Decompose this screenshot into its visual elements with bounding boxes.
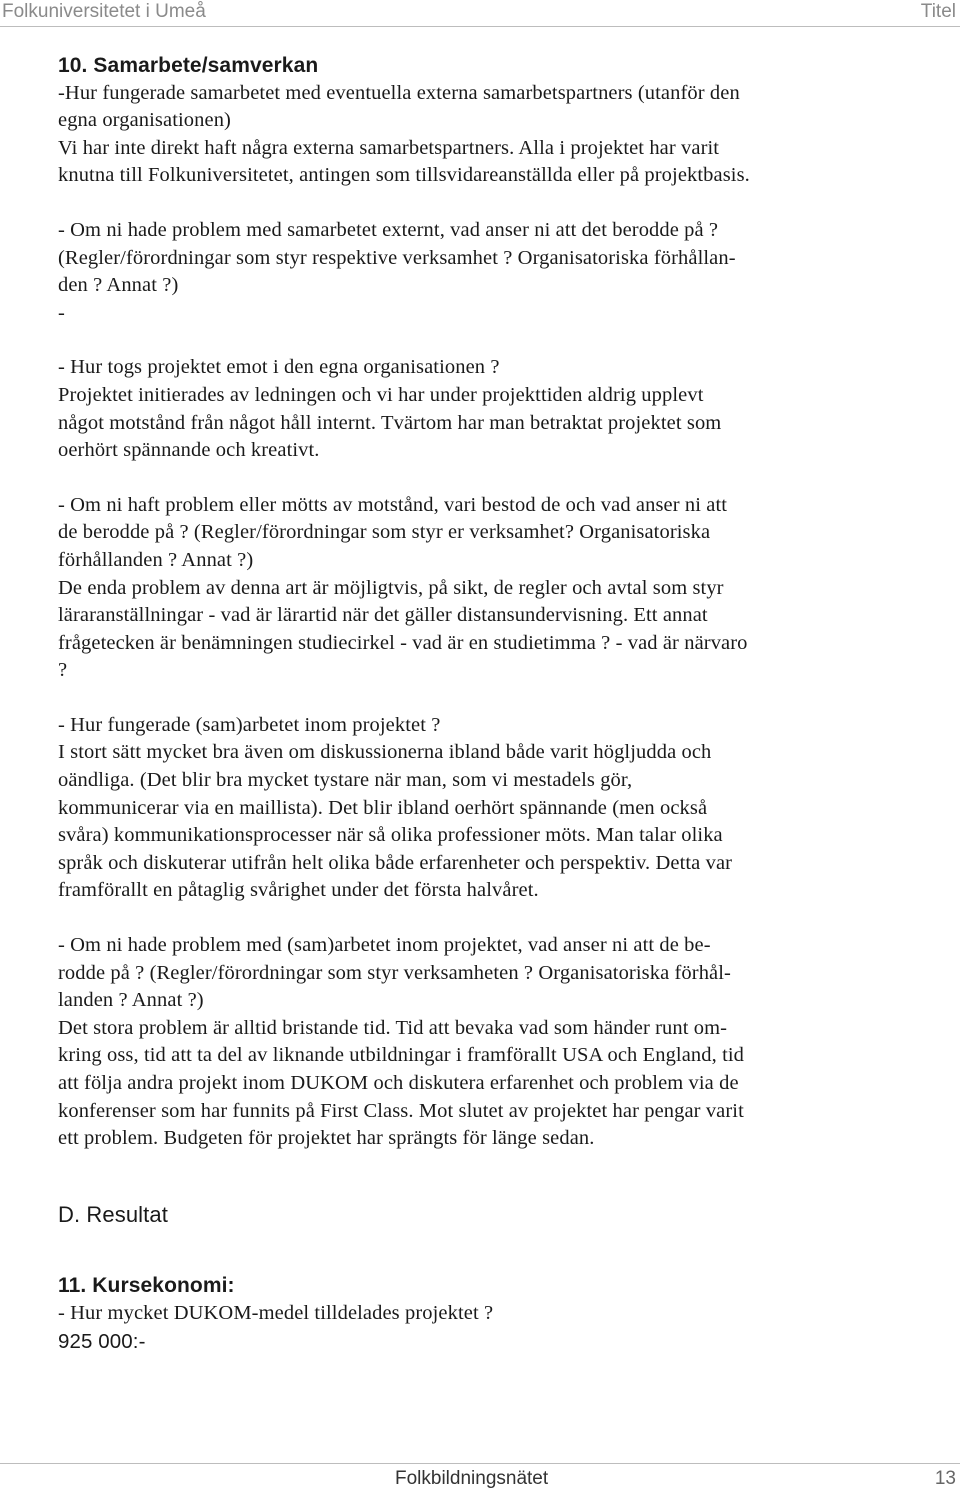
answer-line: Projektet initierades av ledningen och vi har under projekttiden aldrig upplevt: [58, 383, 704, 406]
answer-line: Vi har inte direkt haft några externa samarbetspartners. Alla i projektet har varit: [58, 136, 720, 159]
document-body: [58, 52, 908, 1355]
answer-line: språk och diskuterar utifrån helt olika både erfarenheter och perspektiv. Detta var: [58, 851, 733, 874]
page-footer: [0, 1463, 960, 1494]
question-line: - Hur togs projektet emot i den egna organisationen ?: [58, 356, 500, 379]
question-line: den ? Annat ?): [58, 274, 179, 297]
answer-line: I stort sätt mycket bra även om diskussionerna ibland både varit högljudda och: [58, 741, 712, 764]
question-line: de berodde på ? (Regler/förordningar som styr er verksamhet? Organisatoriska: [58, 521, 711, 544]
question-line: - Hur fungerade (sam)arbetet inom projektet ?: [58, 713, 441, 736]
answer-line: svåra) kommunikationsprocesser när så olika professioner möts. Man talar olika: [58, 824, 723, 847]
question-line: - Om ni hade problem med (sam)arbetet inom projektet, vad anser ni att de be-: [58, 934, 711, 957]
footer-publisher: Folkbildningsnätet: [395, 1468, 549, 1489]
question-line: egna organisationen): [58, 109, 231, 132]
answer-amount: 925 000:-: [58, 1329, 146, 1353]
answer-line: frågetecken är benämningen studiecirkel - vad är en studietimma ? - vad är närvaro: [58, 631, 748, 654]
section-10-heading: 10. Samarbete/samverkan: [58, 54, 319, 77]
question-line: - Om ni haft problem eller mötts av motstånd, vari bestod de och vad anser ni att: [58, 493, 728, 516]
question-line: -Hur fungerade samarbetet med eventuella externa samarbetspartners (utanför den: [58, 81, 740, 104]
answer-line: oändliga. (Det blir bra mycket tystare när man, som vi mestadels gör,: [58, 769, 633, 792]
answer-line: De enda problem av denna art är möjligtvis, på sikt, de regler och avtal som styr: [58, 576, 724, 599]
question-line: förhållanden ? Annat ?): [58, 548, 254, 571]
answer-line: att följa andra projekt inom DUKOM och diskutera erfarenhet och problem via de: [58, 1072, 739, 1094]
answer-line: knutna till Folkuniversitetet, antingen som tillsvidareanställda eller på projektbasis.: [58, 164, 750, 187]
section-d-heading: D. Resultat: [58, 1201, 168, 1227]
answer-line: ?: [58, 659, 68, 682]
section-11-heading: 11. Kursekonomi:: [58, 1274, 235, 1298]
question-line: rodde på ? (Regler/förordningar som styr verksamheten ? Organisatoriska förhål-: [58, 961, 731, 984]
answer-line: läraranställningar - vad är lärartid när det gäller distansundervisning. Ett annat: [58, 604, 708, 627]
answer-line: konferenser som har funnits på First Class. Mot slutet av projektet har pengar varit: [58, 1099, 744, 1122]
answer-line: kring oss, tid att ta del av liknande utbildningar i framförallt USA och England, tid: [58, 1044, 745, 1067]
answer-line: -: [58, 301, 65, 324]
page-number: 13: [934, 1468, 956, 1489]
page-header: [0, 0, 960, 27]
question-line: (Regler/förordningar som styr respektive verksamhet ? Organisatoriska förhållan-: [58, 246, 736, 269]
answer-line: Det stora problem är alltid bristande tid. Tid att bevaka vad som händer runt om-: [58, 1016, 728, 1039]
answer-line: oerhört spännande och kreativt.: [58, 439, 320, 462]
answer-line: ett problem. Budgeten för projektet har sprängts för länge sedan.: [58, 1127, 595, 1150]
question-line: - Hur mycket DUKOM-medel tilldelades projektet ?: [58, 1301, 494, 1324]
answer-line: framförallt en påtaglig svårighet under det första halvåret.: [58, 879, 539, 902]
answer-line: något motstånd från något håll internt. Tvärtom har man betraktat projektet som: [58, 411, 722, 434]
header-title: Titel: [920, 1, 956, 22]
question-line: - Om ni hade problem med samarbetet externt, vad anser ni att det berodde på ?: [58, 218, 719, 241]
answer-line: kommunicerar via en maillista). Det blir ibland oerhört spännande (men också: [58, 796, 708, 819]
question-line: landen ? Annat ?): [58, 989, 204, 1012]
header-organization: Folkuniversitetet i Umeå: [2, 1, 206, 22]
